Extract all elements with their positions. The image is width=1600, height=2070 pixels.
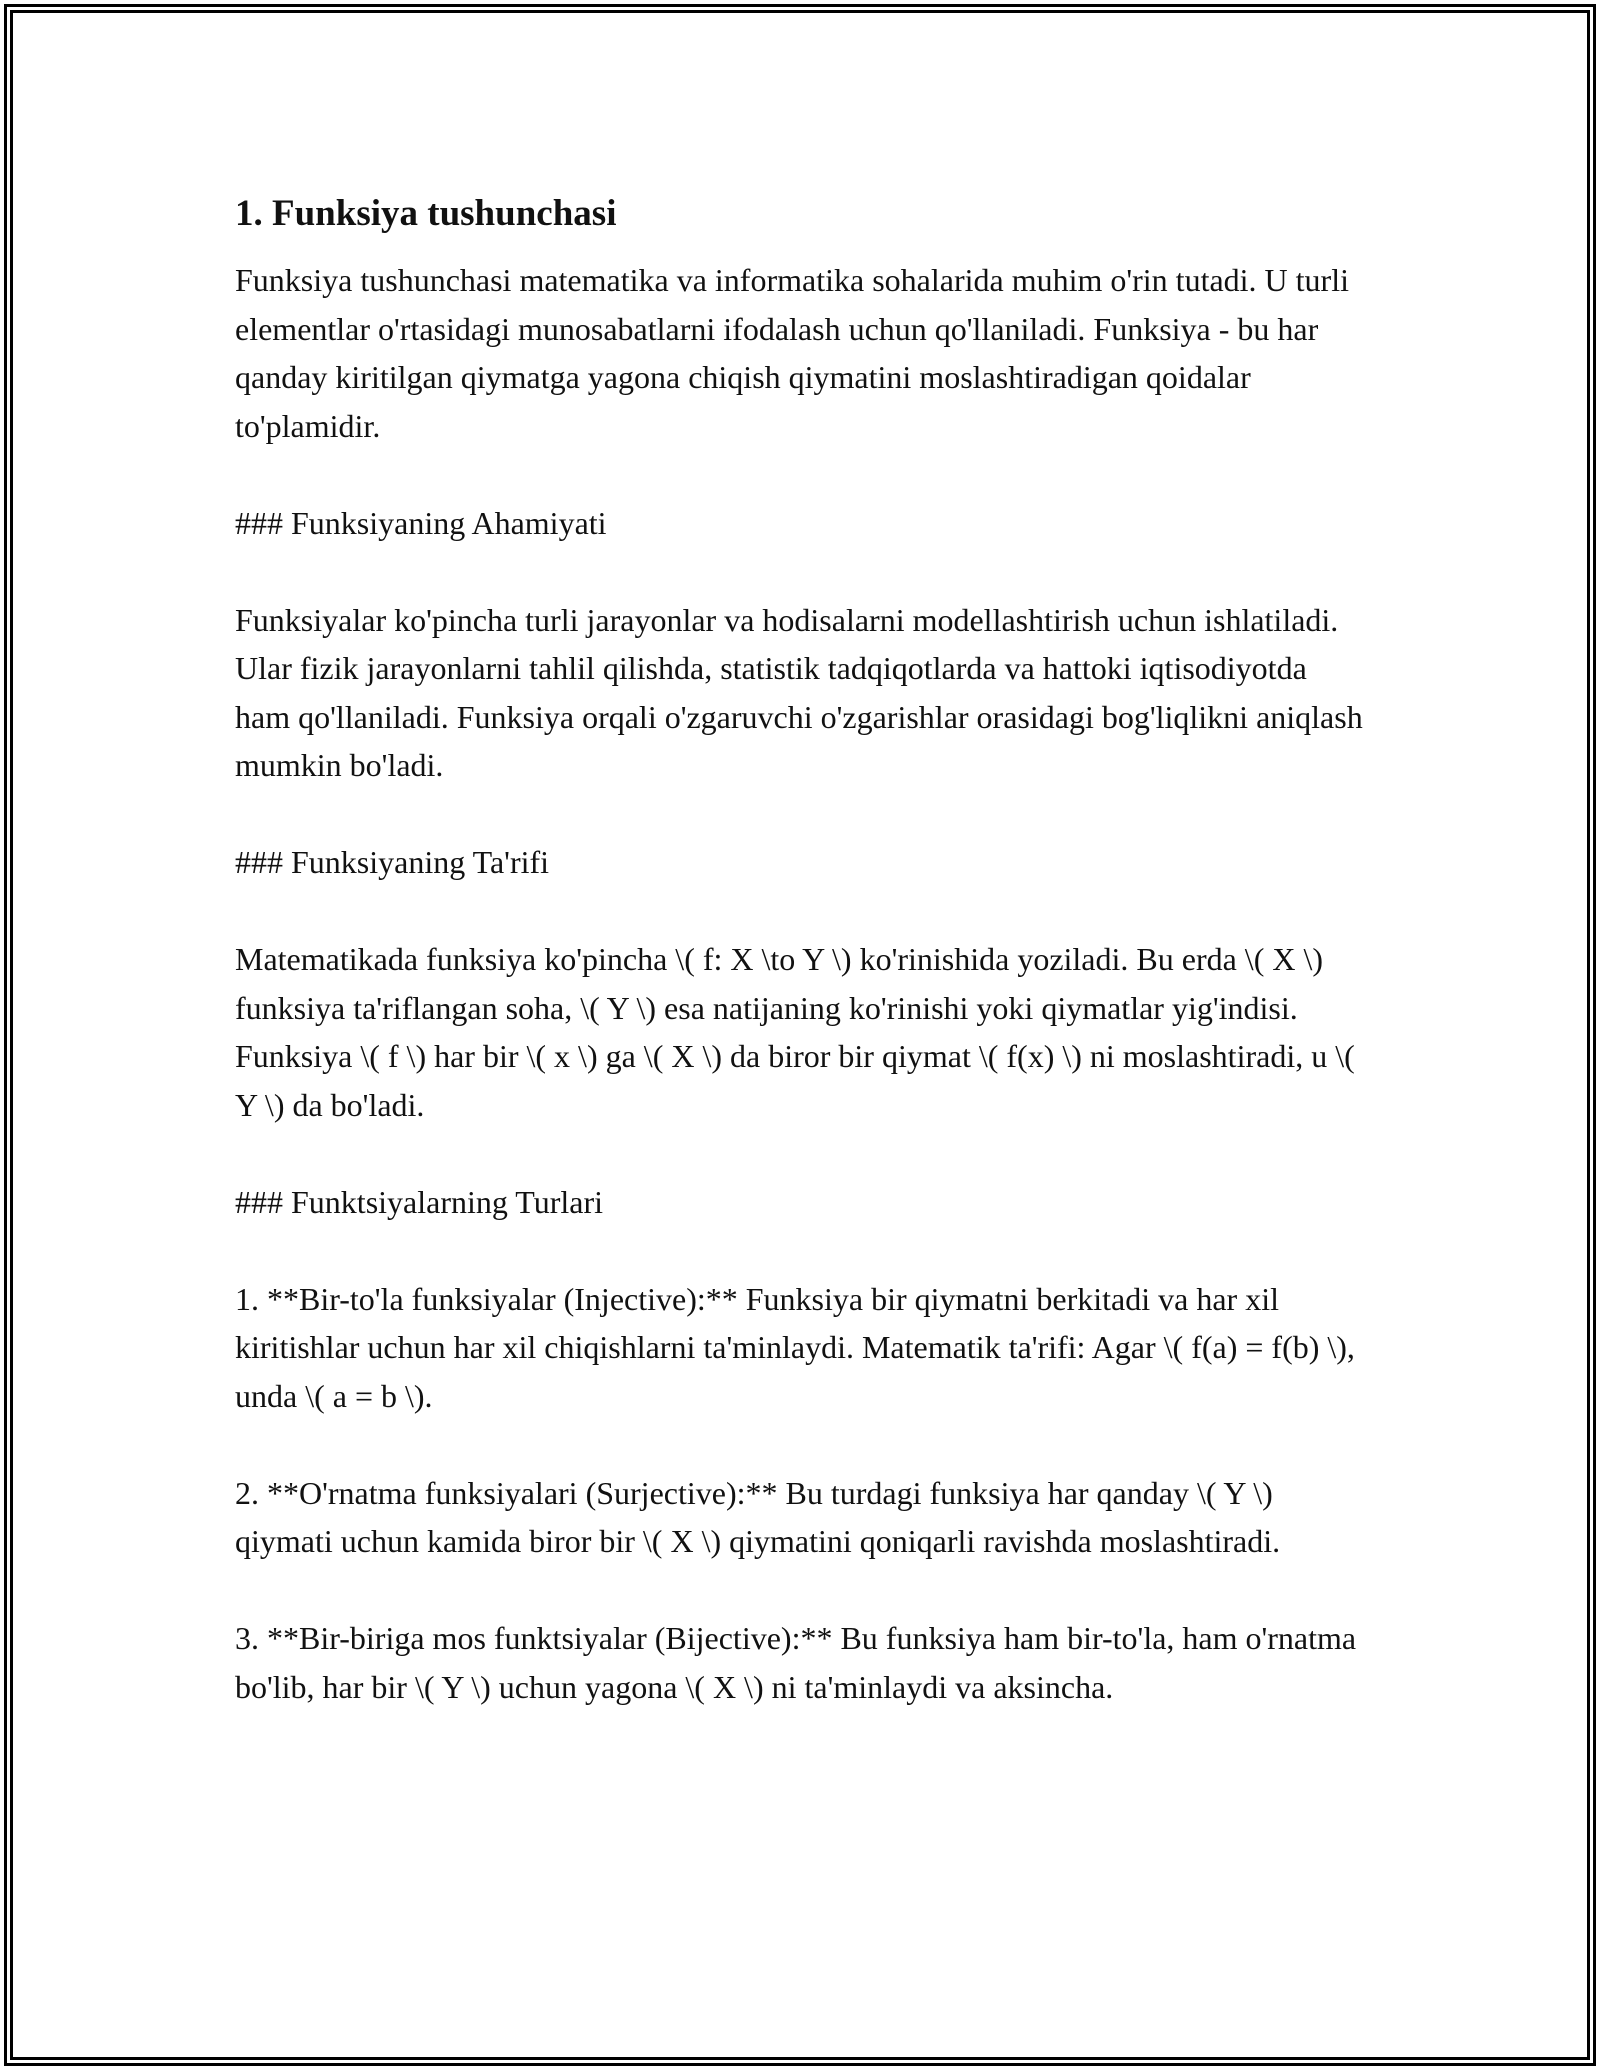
definition-paragraph: Matematikada funksiya ko'pincha \( f: X \to Y \) ko'rinishida yoziladi. Bu erda \( X \) funksiya ta'riflangan soha, \( Y \) esa natijaning ko'rinishi yoki qiymatlar yig'indisi. Funksiya \( f \) har bir \( x \) ga \( X \) da biror bir qiymat \( f(x) \) ni moslashtiradi, u \( Y \) da bo'ladi. xyxy=(235,941,1355,1123)
subheading-turlari: ### Funktsiyalarning Turlari xyxy=(235,1183,604,1220)
intro-paragraph: Funksiya tushunchasi matematika va informatika sohalarida muhim o'rin tutadi. U turli elementlar o'rtasidagi munosabatlarni ifodalash uchun qo'llaniladi. Funksiya - bu har qanday kiritilgan qiymatga yagona chiqish qiymatini moslashtiradigan qoidalar to'plamidir. xyxy=(235,262,1349,444)
list-item-bijective: 3. **Bir-biriga mos funktsiyalar (Bijective):** Bu funksiya ham bir-to'la, ham o'rnatma bo'lib, har bir \( Y \) uchun yagona \( X \) ni ta'minlaydi va aksincha. xyxy=(235,1620,1357,1705)
list-item-injective: 1. **Bir-to'la funksiyalar (Injective):** Funksiya bir qiymatni berkitadi va har xil kiritishlar uchun har xil chiqishlarni ta'minlaydi. Matematik ta'rifi: Agar \( f(a) = f(b) \), unda \( a = b \). xyxy=(235,1280,1355,1414)
subheading-ahamiyati: ### Funksiyaning Ahamiyati xyxy=(235,504,607,541)
list-item-surjective: 2. **O'rnatma funksiyalari (Surjective):** Bu turdagi funksiya har qanday \( Y \) qiymati uchun kamida biror bir \( X \) qiymatini qoniqarli ravishda moslashtiradi. xyxy=(235,1474,1281,1559)
section-heading: 1. Funksiya tushunchasi xyxy=(235,193,617,234)
document-body xyxy=(235,186,1365,1711)
importance-paragraph: Funksiyalar ko'pincha turli jarayonlar va hodisalarni modellashtirish uchun ishlatiladi. Ular fizik jarayonlarni tahlil qilishda, statistik tadqiqotlarda va hattoki iqtisodiyotda ham qo'llaniladi. Funksiya orqali o'zgaruvchi o'zgarishlar orasidagi bog'liqlikni aniqlash mumkin bo'ladi. xyxy=(235,601,1363,783)
subheading-tarifi: ### Funksiyaning Ta'rifi xyxy=(235,844,550,880)
